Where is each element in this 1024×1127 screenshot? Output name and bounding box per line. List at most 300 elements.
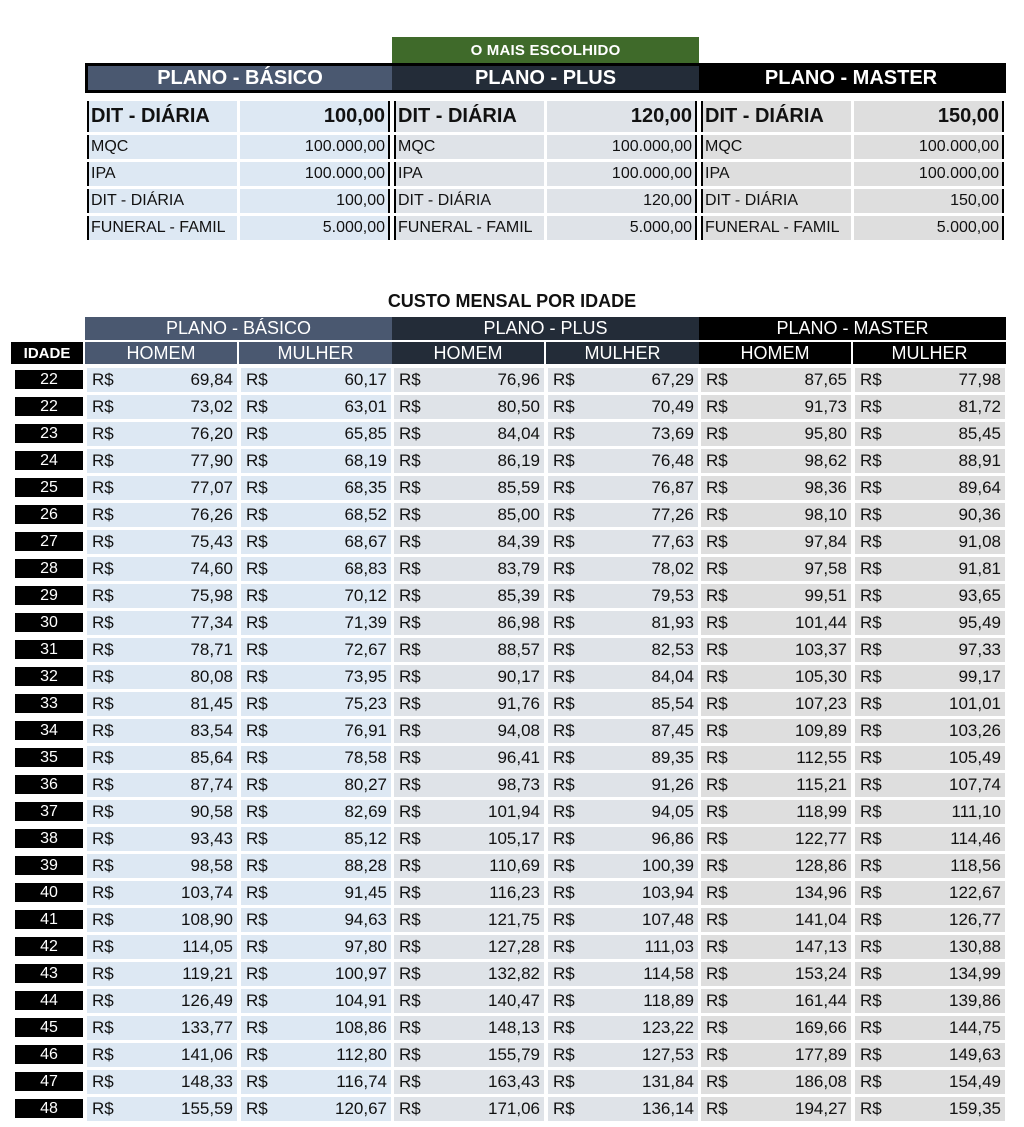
- price-value: 134,99: [949, 964, 1001, 983]
- currency-symbol: R$: [860, 937, 882, 956]
- currency-symbol: R$: [92, 1099, 114, 1118]
- mulher-header: MULHER: [239, 342, 392, 364]
- price-cell: [548, 881, 698, 905]
- price-value: 107,74: [949, 775, 1001, 794]
- price-value: 96,86: [651, 829, 694, 848]
- currency-symbol: R$: [860, 1018, 882, 1037]
- currency-symbol: R$: [706, 964, 728, 983]
- cost-table-body: [0, 368, 1024, 1124]
- plan-main-value: 150,00: [854, 101, 1004, 132]
- currency-symbol: R$: [92, 721, 114, 740]
- price-value: 134,96: [795, 883, 847, 902]
- price-value: 86,98: [497, 613, 540, 632]
- price-cell: [241, 530, 391, 554]
- age-cell: 30: [15, 613, 83, 632]
- currency-symbol: R$: [92, 370, 114, 389]
- price-cell: [701, 962, 851, 986]
- price-cell: [548, 503, 698, 527]
- table-row: [0, 827, 1024, 854]
- price-cell: [548, 989, 698, 1013]
- price-value: 81,45: [190, 694, 233, 713]
- currency-symbol: R$: [553, 775, 575, 794]
- price-value: 69,84: [190, 370, 233, 389]
- price-cell: [394, 584, 544, 608]
- currency-symbol: R$: [92, 748, 114, 767]
- price-value: 82,69: [344, 802, 387, 821]
- price-cell: [241, 773, 391, 797]
- price-cell: [87, 881, 237, 905]
- price-value: 130,88: [949, 937, 1001, 956]
- price-value: 95,49: [958, 613, 1001, 632]
- currency-symbol: R$: [706, 559, 728, 578]
- age-cell: 33: [15, 694, 83, 713]
- price-value: 76,26: [190, 505, 233, 524]
- price-cell: [855, 665, 1005, 689]
- price-value: 105,17: [488, 829, 540, 848]
- currency-symbol: R$: [246, 559, 268, 578]
- price-value: 103,94: [642, 883, 694, 902]
- price-value: 148,33: [181, 1072, 233, 1091]
- currency-symbol: R$: [553, 910, 575, 929]
- price-cell: [394, 530, 544, 554]
- currency-symbol: R$: [553, 505, 575, 524]
- currency-symbol: R$: [399, 1018, 421, 1037]
- price-cell: [855, 935, 1005, 959]
- currency-symbol: R$: [706, 640, 728, 659]
- price-value: 93,65: [958, 586, 1001, 605]
- price-cell: [394, 1097, 544, 1121]
- price-value: 118,99: [796, 802, 847, 821]
- price-value: 127,53: [642, 1045, 694, 1064]
- price-cell: [241, 611, 391, 635]
- price-cell: [701, 692, 851, 716]
- price-value: 155,59: [181, 1099, 233, 1118]
- price-cell: [87, 476, 237, 500]
- age-cell: 23: [15, 424, 83, 443]
- price-cell: [855, 908, 1005, 932]
- price-cell: [701, 449, 851, 473]
- price-cell: [548, 476, 698, 500]
- price-cell: [394, 908, 544, 932]
- price-value: 70,49: [651, 397, 694, 416]
- age-cell: 42: [15, 937, 83, 956]
- price-value: 82,53: [651, 640, 694, 659]
- price-value: 90,58: [190, 802, 233, 821]
- age-cell: 46: [15, 1045, 83, 1064]
- table-row: [0, 422, 1024, 449]
- currency-symbol: R$: [399, 451, 421, 470]
- price-cell: [394, 611, 544, 635]
- table-row: [0, 665, 1024, 692]
- price-value: 116,74: [336, 1072, 387, 1091]
- price-value: 109,89: [795, 721, 847, 740]
- currency-symbol: R$: [399, 640, 421, 659]
- price-cell: [394, 692, 544, 716]
- currency-symbol: R$: [860, 910, 882, 929]
- table-row: [0, 881, 1024, 908]
- price-cell: [548, 584, 698, 608]
- price-value: 77,63: [651, 532, 694, 551]
- coverage-value: 150,00: [854, 189, 1004, 213]
- price-value: 85,64: [190, 748, 233, 767]
- price-cell: [548, 773, 698, 797]
- currency-symbol: R$: [246, 694, 268, 713]
- plan-main-row: [392, 101, 699, 132]
- price-value: 100,39: [642, 856, 694, 875]
- price-cell: [241, 1070, 391, 1094]
- currency-symbol: R$: [399, 721, 421, 740]
- price-value: 80,27: [344, 775, 387, 794]
- price-value: 98,10: [804, 505, 847, 524]
- price-value: 93,43: [190, 829, 233, 848]
- currency-symbol: R$: [553, 613, 575, 632]
- currency-symbol: R$: [92, 856, 114, 875]
- price-cell: [87, 935, 237, 959]
- currency-symbol: R$: [860, 964, 882, 983]
- plan-coverage-row: [699, 135, 1006, 162]
- price-cell: [701, 908, 851, 932]
- currency-symbol: R$: [399, 910, 421, 929]
- table-row: [0, 1016, 1024, 1043]
- price-value: 111,03: [644, 937, 694, 956]
- price-cell: [241, 962, 391, 986]
- cost-plan-header: PLANO - BÁSICO: [85, 317, 392, 340]
- price-cell: [855, 719, 1005, 743]
- currency-symbol: R$: [399, 1072, 421, 1091]
- price-value: 99,51: [804, 586, 847, 605]
- price-cell: [394, 638, 544, 662]
- price-value: 91,81: [958, 559, 1001, 578]
- price-value: 97,58: [804, 559, 847, 578]
- price-cell: [855, 1043, 1005, 1067]
- age-cell: 38: [15, 829, 83, 848]
- price-value: 77,98: [958, 370, 1001, 389]
- currency-symbol: R$: [92, 883, 114, 902]
- price-value: 98,58: [190, 856, 233, 875]
- table-row: [0, 935, 1024, 962]
- price-value: 78,58: [344, 748, 387, 767]
- price-value: 89,64: [958, 478, 1001, 497]
- price-value: 85,54: [651, 694, 694, 713]
- age-cell: 25: [15, 478, 83, 497]
- price-value: 136,14: [642, 1099, 694, 1118]
- currency-symbol: R$: [246, 397, 268, 416]
- plan-column: [699, 101, 1006, 243]
- price-cell: [548, 827, 698, 851]
- currency-symbol: R$: [553, 694, 575, 713]
- price-cell: [701, 584, 851, 608]
- price-value: 103,26: [949, 721, 1001, 740]
- price-value: 126,77: [949, 910, 1001, 929]
- coverage-label: FUNERAL - FAMIL: [394, 216, 544, 240]
- price-cell: [548, 746, 698, 770]
- price-value: 89,35: [651, 748, 694, 767]
- currency-symbol: R$: [706, 748, 728, 767]
- price-cell: [855, 746, 1005, 770]
- price-value: 121,75: [488, 910, 540, 929]
- coverage-label: MQC: [394, 135, 544, 159]
- price-cell: [548, 422, 698, 446]
- currency-symbol: R$: [92, 586, 114, 605]
- price-value: 103,37: [795, 640, 847, 659]
- currency-symbol: R$: [706, 667, 728, 686]
- price-value: 85,45: [958, 424, 1001, 443]
- currency-symbol: R$: [860, 586, 882, 605]
- currency-symbol: R$: [399, 424, 421, 443]
- price-cell: [87, 827, 237, 851]
- price-cell: [87, 638, 237, 662]
- currency-symbol: R$: [860, 451, 882, 470]
- currency-symbol: R$: [860, 856, 882, 875]
- price-cell: [701, 665, 851, 689]
- price-value: 86,19: [497, 451, 540, 470]
- currency-symbol: R$: [92, 505, 114, 524]
- price-value: 177,89: [795, 1045, 847, 1064]
- price-value: 88,91: [958, 451, 1001, 470]
- price-cell: [394, 854, 544, 878]
- price-cell: [548, 1097, 698, 1121]
- coverage-value: 100.000,00: [547, 162, 697, 186]
- price-cell: [394, 881, 544, 905]
- price-cell: [548, 800, 698, 824]
- coverage-label: DIT - DIÁRIA: [87, 189, 237, 213]
- currency-symbol: R$: [553, 397, 575, 416]
- table-row: [0, 368, 1024, 395]
- coverage-value: 120,00: [547, 189, 697, 213]
- plan-coverage-row: [392, 189, 699, 216]
- price-cell: [87, 422, 237, 446]
- price-cell: [241, 719, 391, 743]
- price-value: 91,08: [958, 532, 1001, 551]
- table-row: [0, 638, 1024, 665]
- currency-symbol: R$: [706, 775, 728, 794]
- price-value: 81,72: [958, 397, 1001, 416]
- currency-symbol: R$: [860, 478, 882, 497]
- price-value: 141,04: [795, 910, 847, 929]
- currency-symbol: R$: [706, 505, 728, 524]
- price-value: 94,63: [344, 910, 387, 929]
- currency-symbol: R$: [92, 991, 114, 1010]
- price-value: 169,66: [795, 1018, 847, 1037]
- price-value: 91,45: [344, 883, 387, 902]
- plan-main-row: [85, 101, 392, 132]
- price-cell: [701, 1070, 851, 1094]
- coverage-label: MQC: [87, 135, 237, 159]
- plan-main-value: 100,00: [240, 101, 390, 132]
- price-cell: [87, 746, 237, 770]
- price-cell: [855, 611, 1005, 635]
- age-cell: 29: [15, 586, 83, 605]
- price-cell: [394, 962, 544, 986]
- table-row: [0, 395, 1024, 422]
- currency-symbol: R$: [706, 586, 728, 605]
- table-row: [0, 773, 1024, 800]
- coverage-value: 100,00: [240, 189, 390, 213]
- price-value: 85,00: [497, 505, 540, 524]
- currency-symbol: R$: [92, 613, 114, 632]
- price-value: 141,06: [181, 1045, 233, 1064]
- price-cell: [394, 1070, 544, 1094]
- coverage-label: IPA: [87, 162, 237, 186]
- price-cell: [701, 746, 851, 770]
- currency-symbol: R$: [553, 478, 575, 497]
- currency-symbol: R$: [399, 694, 421, 713]
- price-cell: [394, 557, 544, 581]
- price-cell: [87, 989, 237, 1013]
- currency-symbol: R$: [399, 1099, 421, 1118]
- price-value: 73,02: [190, 397, 233, 416]
- price-cell: [701, 719, 851, 743]
- currency-symbol: R$: [860, 397, 882, 416]
- age-cell: 35: [15, 748, 83, 767]
- currency-symbol: R$: [399, 991, 421, 1010]
- price-value: 90,36: [958, 505, 1001, 524]
- currency-symbol: R$: [399, 883, 421, 902]
- currency-symbol: R$: [399, 937, 421, 956]
- table-row: [0, 584, 1024, 611]
- price-value: 128,86: [795, 856, 847, 875]
- plan-coverage-row: [85, 162, 392, 189]
- price-value: 94,08: [497, 721, 540, 740]
- price-cell: [394, 1043, 544, 1067]
- currency-symbol: R$: [246, 586, 268, 605]
- price-value: 68,67: [344, 532, 387, 551]
- price-value: 144,75: [949, 1018, 1001, 1037]
- age-cell: 22: [15, 370, 83, 389]
- currency-symbol: R$: [860, 505, 882, 524]
- price-cell: [394, 665, 544, 689]
- price-cell: [394, 935, 544, 959]
- currency-symbol: R$: [860, 1045, 882, 1064]
- price-cell: [855, 557, 1005, 581]
- coverage-label: IPA: [394, 162, 544, 186]
- price-value: 91,26: [651, 775, 694, 794]
- price-cell: [394, 503, 544, 527]
- currency-symbol: R$: [553, 991, 575, 1010]
- price-value: 122,77: [795, 829, 847, 848]
- price-cell: [241, 1043, 391, 1067]
- age-cell: 22: [15, 397, 83, 416]
- price-value: 104,91: [335, 991, 387, 1010]
- plan-main-label: DIT - DIÁRIA: [87, 101, 237, 132]
- price-value: 83,79: [497, 559, 540, 578]
- coverage-label: DIT - DIÁRIA: [701, 189, 851, 213]
- plan-coverage-row: [392, 216, 699, 243]
- plan-coverage-row: [699, 189, 1006, 216]
- price-value: 108,90: [181, 910, 233, 929]
- price-cell: [855, 1097, 1005, 1121]
- age-cell: 39: [15, 856, 83, 875]
- price-value: 60,17: [344, 370, 387, 389]
- currency-symbol: R$: [92, 478, 114, 497]
- price-cell: [855, 395, 1005, 419]
- price-cell: [87, 1097, 237, 1121]
- plan-coverage-row: [699, 162, 1006, 189]
- price-cell: [87, 503, 237, 527]
- price-value: 85,59: [497, 478, 540, 497]
- coverage-label: FUNERAL - FAMIL: [701, 216, 851, 240]
- currency-symbol: R$: [553, 1045, 575, 1064]
- currency-symbol: R$: [399, 748, 421, 767]
- coverage-label: MQC: [701, 135, 851, 159]
- most-chosen-badge: O MAIS ESCOLHIDO: [392, 37, 699, 63]
- currency-symbol: R$: [246, 829, 268, 848]
- currency-symbol: R$: [246, 991, 268, 1010]
- price-value: 154,49: [949, 1072, 1001, 1091]
- currency-symbol: R$: [706, 883, 728, 902]
- table-row: [0, 800, 1024, 827]
- price-value: 97,80: [344, 937, 387, 956]
- price-value: 114,58: [643, 964, 694, 983]
- currency-symbol: R$: [553, 748, 575, 767]
- price-cell: [855, 449, 1005, 473]
- table-row: [0, 611, 1024, 638]
- currency-symbol: R$: [92, 424, 114, 443]
- price-cell: [241, 827, 391, 851]
- table-row: [0, 989, 1024, 1016]
- currency-symbol: R$: [860, 667, 882, 686]
- price-cell: [87, 773, 237, 797]
- price-cell: [87, 584, 237, 608]
- price-value: 96,41: [497, 748, 540, 767]
- table-row: [0, 476, 1024, 503]
- price-value: 90,17: [497, 667, 540, 686]
- currency-symbol: R$: [553, 1072, 575, 1091]
- coverage-value: 5.000,00: [854, 216, 1004, 240]
- currency-symbol: R$: [399, 559, 421, 578]
- currency-symbol: R$: [246, 451, 268, 470]
- price-cell: [394, 476, 544, 500]
- price-value: 85,39: [497, 586, 540, 605]
- price-cell: [701, 395, 851, 419]
- currency-symbol: R$: [246, 937, 268, 956]
- currency-symbol: R$: [246, 1018, 268, 1037]
- price-value: 87,65: [804, 370, 847, 389]
- price-cell: [87, 719, 237, 743]
- price-value: 77,07: [190, 478, 233, 497]
- mulher-header: MULHER: [853, 342, 1006, 364]
- price-value: 73,69: [651, 424, 694, 443]
- homem-header: HOMEM: [392, 342, 544, 364]
- age-cell: 28: [15, 559, 83, 578]
- price-value: 78,02: [651, 559, 694, 578]
- price-cell: [87, 854, 237, 878]
- currency-symbol: R$: [860, 775, 882, 794]
- currency-symbol: R$: [92, 532, 114, 551]
- cost-plan-header: PLANO - PLUS: [392, 317, 699, 340]
- price-value: 91,73: [804, 397, 847, 416]
- plan-coverage-row: [699, 216, 1006, 243]
- price-value: 131,84: [642, 1072, 694, 1091]
- price-value: 68,52: [344, 505, 387, 524]
- price-cell: [548, 665, 698, 689]
- currency-symbol: R$: [246, 883, 268, 902]
- price-value: 98,62: [804, 451, 847, 470]
- price-cell: [87, 962, 237, 986]
- coverage-value: 100.000,00: [854, 162, 1004, 186]
- price-cell: [394, 827, 544, 851]
- price-value: 114,46: [950, 829, 1001, 848]
- currency-symbol: R$: [706, 694, 728, 713]
- price-cell: [855, 962, 1005, 986]
- price-value: 123,22: [642, 1018, 694, 1037]
- price-value: 112,80: [336, 1045, 387, 1064]
- currency-symbol: R$: [399, 532, 421, 551]
- price-cell: [855, 692, 1005, 716]
- price-cell: [241, 1097, 391, 1121]
- table-row: [0, 908, 1024, 935]
- table-row: [0, 854, 1024, 881]
